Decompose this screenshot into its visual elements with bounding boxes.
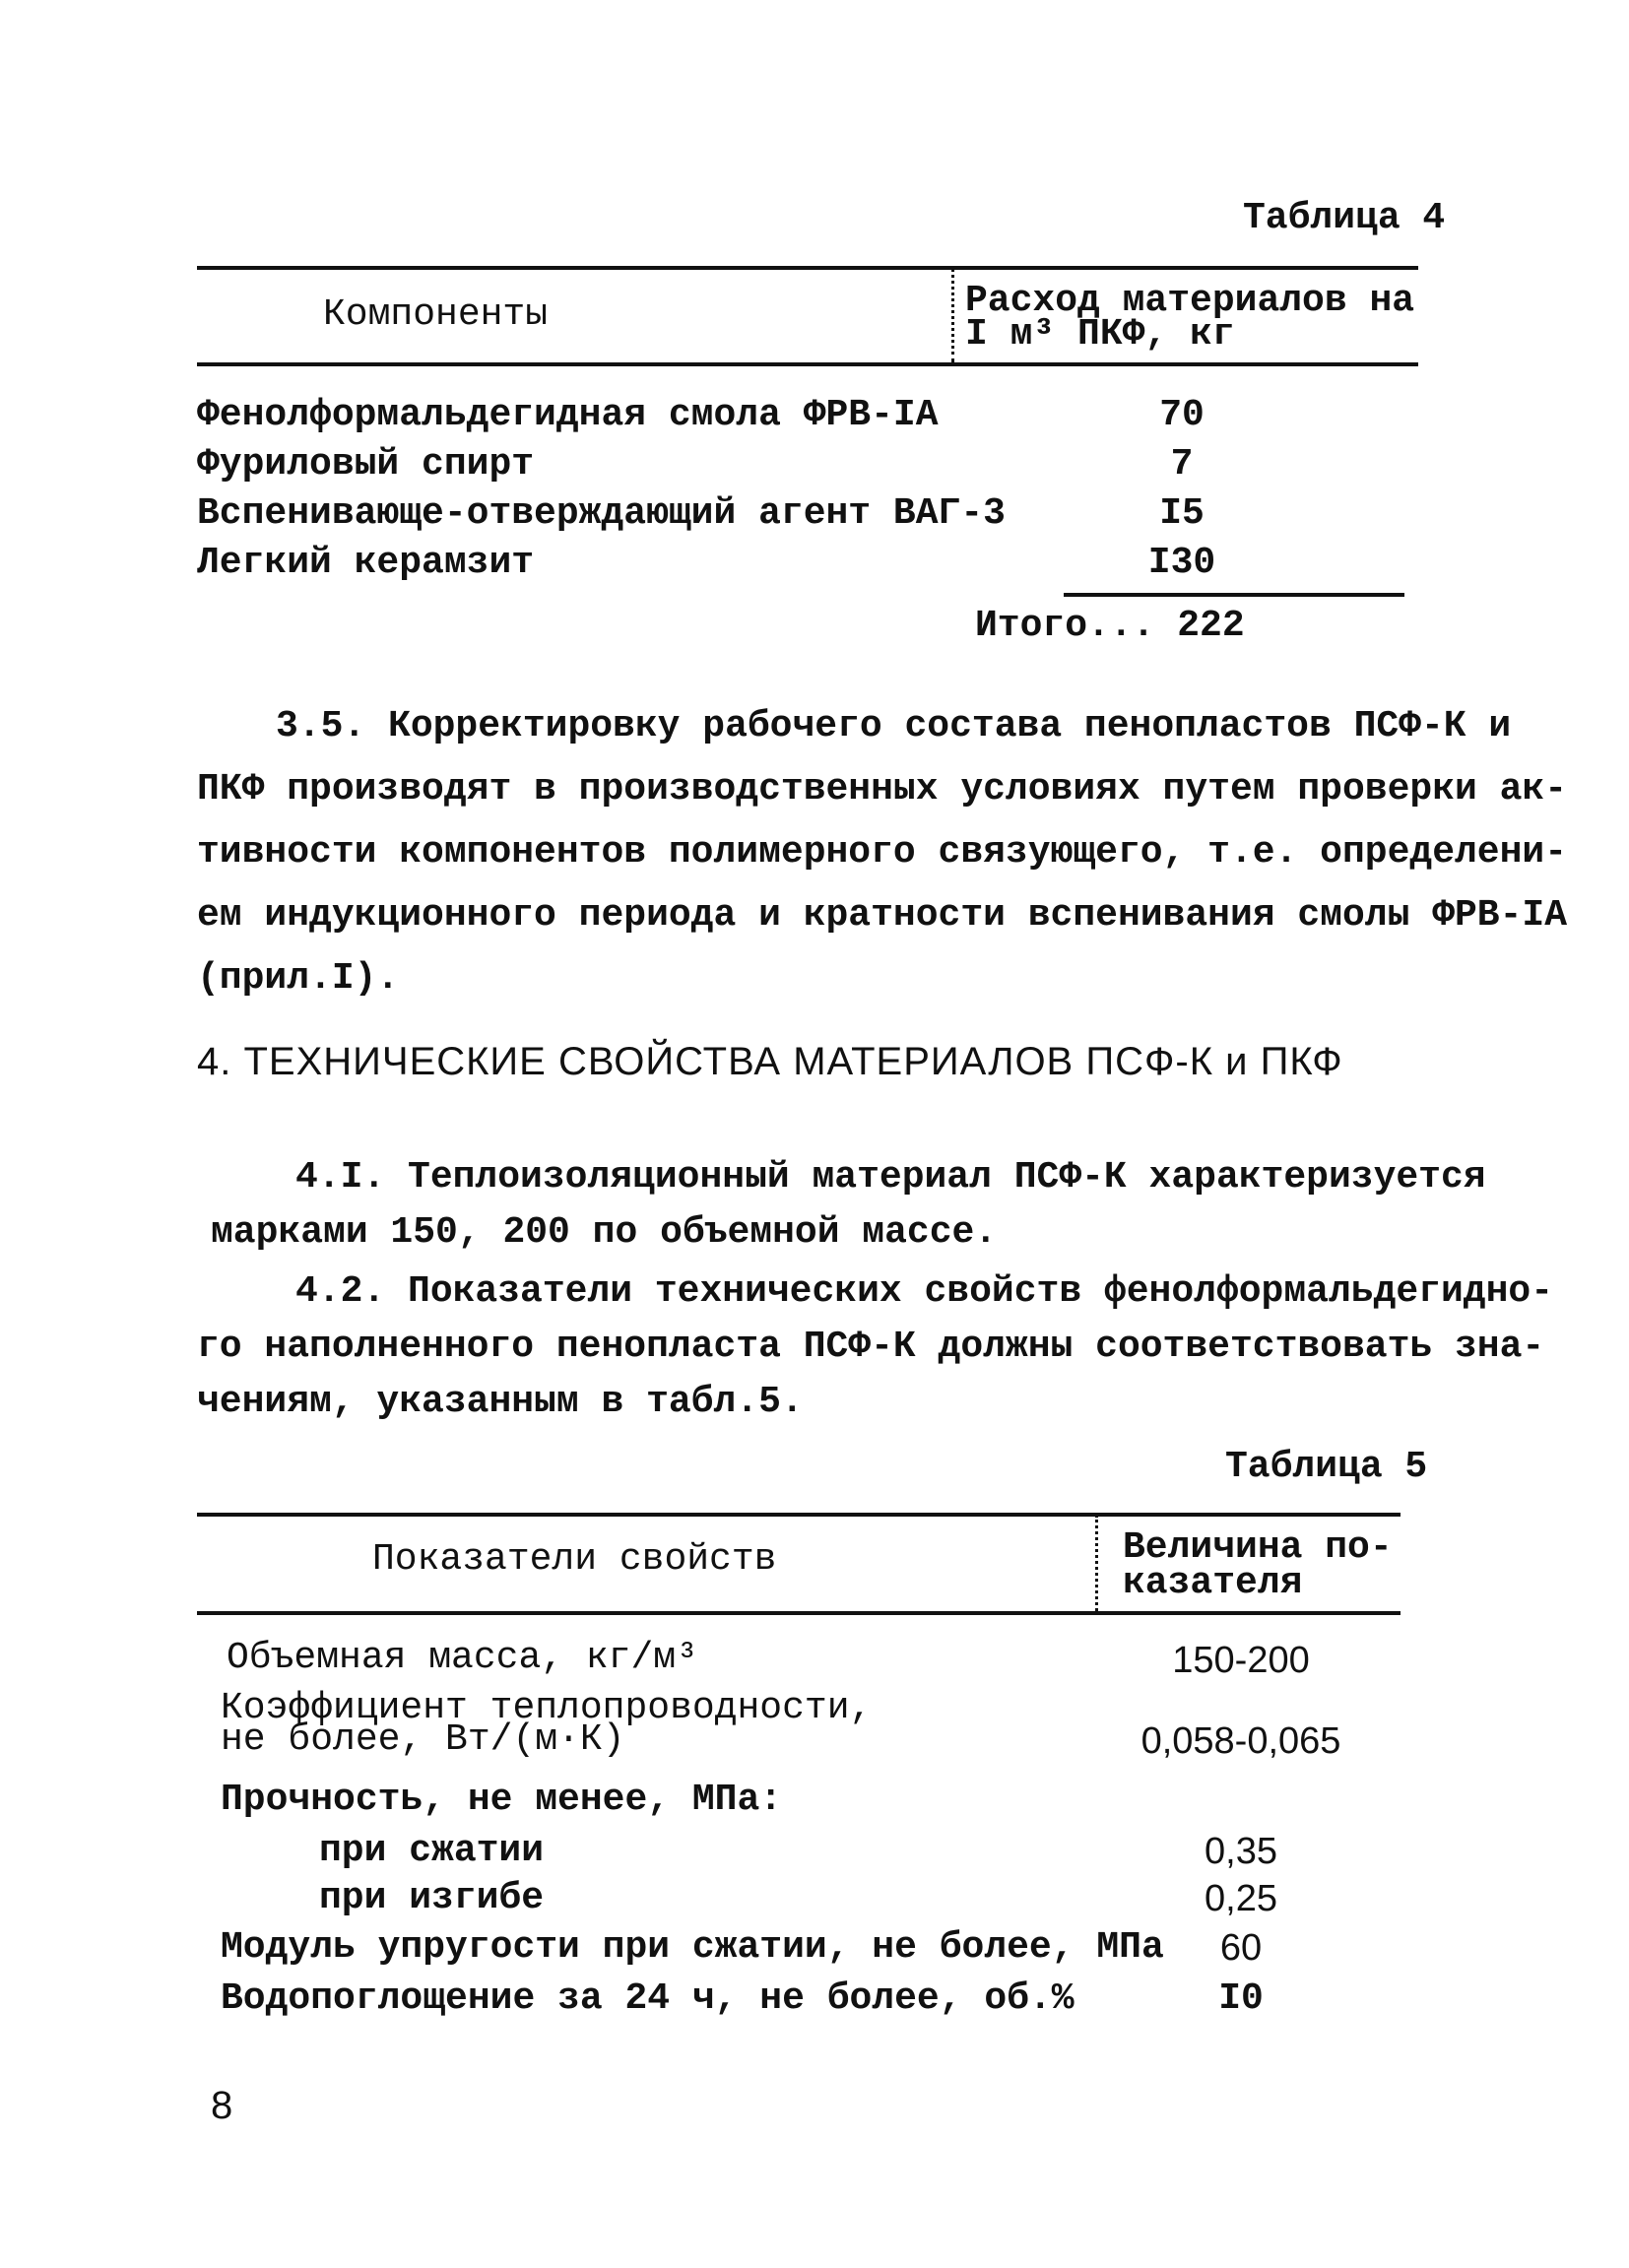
table4-total: Итого... 222 [975, 605, 1245, 647]
para-4-2-line: го наполненного пенопласта ПСФ-К должны соответствовать зна- [197, 1326, 1545, 1368]
table4-row-name: Фуриловый спирт [197, 443, 535, 486]
table5-column-divider [1095, 1515, 1098, 1611]
para-3-5-line: (прил.I). [197, 957, 400, 1000]
table5-row-name: Коэффициент теплопроводности, [221, 1687, 873, 1729]
table5-row-value: I0 [1218, 1977, 1264, 2020]
para-4-2-line: 4.2. Показатели технических свойств фенолформальдегидно- [295, 1270, 1554, 1313]
table5-row-value: 0,35 [1205, 1831, 1277, 1872]
table5-row-value: 60 [1219, 1927, 1263, 1969]
table4-row-name: Вспенивающе-отверждающий агент ВАГ-3 [197, 492, 1006, 535]
para-4-1-line: марками 150, 200 по объемной массе. [211, 1211, 998, 1254]
table5-caption: Таблица 5 [1225, 1446, 1428, 1488]
table5-row-value: 150-200 [1172, 1640, 1310, 1681]
table5-row-name: Водопоглощение за 24 ч, не более, об.% [221, 1977, 1075, 2020]
table5-header-rule [197, 1611, 1401, 1615]
table5-row-name: Прочность, не менее, МПа: [221, 1779, 783, 1821]
table5-row-name: не более, Вт/(м·К) [221, 1718, 625, 1761]
table4-header-components: Компоненты [323, 293, 549, 336]
table4-top-rule [197, 266, 1418, 270]
para-3-5-line: ем индукционного периода и кратности вспенивания смолы ФРВ-IA [197, 894, 1568, 937]
table4-column-divider [951, 268, 954, 362]
page-number: 8 [211, 2084, 233, 2127]
table4-row-value: I30 [1147, 542, 1216, 584]
table4-row-name: Фенолформальдегидная смола ФРВ-IA [197, 394, 939, 436]
para-3-5-line: тивности компонентов полимерного связующего, т.е. определени- [197, 831, 1568, 874]
table5-row-name: при изгибе [319, 1877, 545, 1919]
table5-header-value-line1: Величина по- [1123, 1526, 1393, 1569]
table4-row-value: 7 [1170, 443, 1194, 486]
table4-total-rule [1064, 593, 1404, 597]
table5-row-name: при сжатии [319, 1830, 545, 1872]
table4-header-consumption-line1: Расход материалов на [965, 280, 1415, 322]
table5-row-value: 0,058-0,065 [1140, 1720, 1341, 1762]
table5-row-value: 0,25 [1205, 1878, 1277, 1919]
table4-row-name: Легкий керамзит [197, 542, 535, 584]
table4-caption: Таблица 4 [1243, 197, 1446, 239]
para-3-5-line: ПКФ производят в производственных условиях путем проверки ак- [197, 768, 1568, 810]
section-4-heading: 4. ТЕХНИЧЕСКИЕ СВОЙСТВА МАТЕРИАЛОВ ПСФ-К и ПКФ [197, 1040, 1343, 1083]
table5-header-properties: Показатели свойств [372, 1538, 777, 1581]
table4-row-value: I5 [1159, 492, 1205, 535]
table5-row-name: Объемная масса, кг/м³ [227, 1637, 698, 1679]
para-4-1-line: 4.I. Теплоизоляционный материал ПСФ-К характеризуется [295, 1156, 1486, 1199]
table4-header-consumption-line2: I м³ ПКФ, кг [965, 313, 1235, 356]
table5-top-rule [197, 1513, 1401, 1517]
para-4-2-line: чениям, указанным в табл.5. [197, 1381, 804, 1423]
table4-header-rule [197, 362, 1418, 366]
table5-row-name: Модуль упругости при сжатии, не более, МПа [221, 1926, 1164, 1969]
table4-row-value: 70 [1159, 394, 1205, 436]
table5-header-value-line2: казателя [1123, 1562, 1303, 1604]
para-3-5-line: 3.5. Корректировку рабочего состава пенопластов ПСФ-К и [276, 705, 1512, 747]
